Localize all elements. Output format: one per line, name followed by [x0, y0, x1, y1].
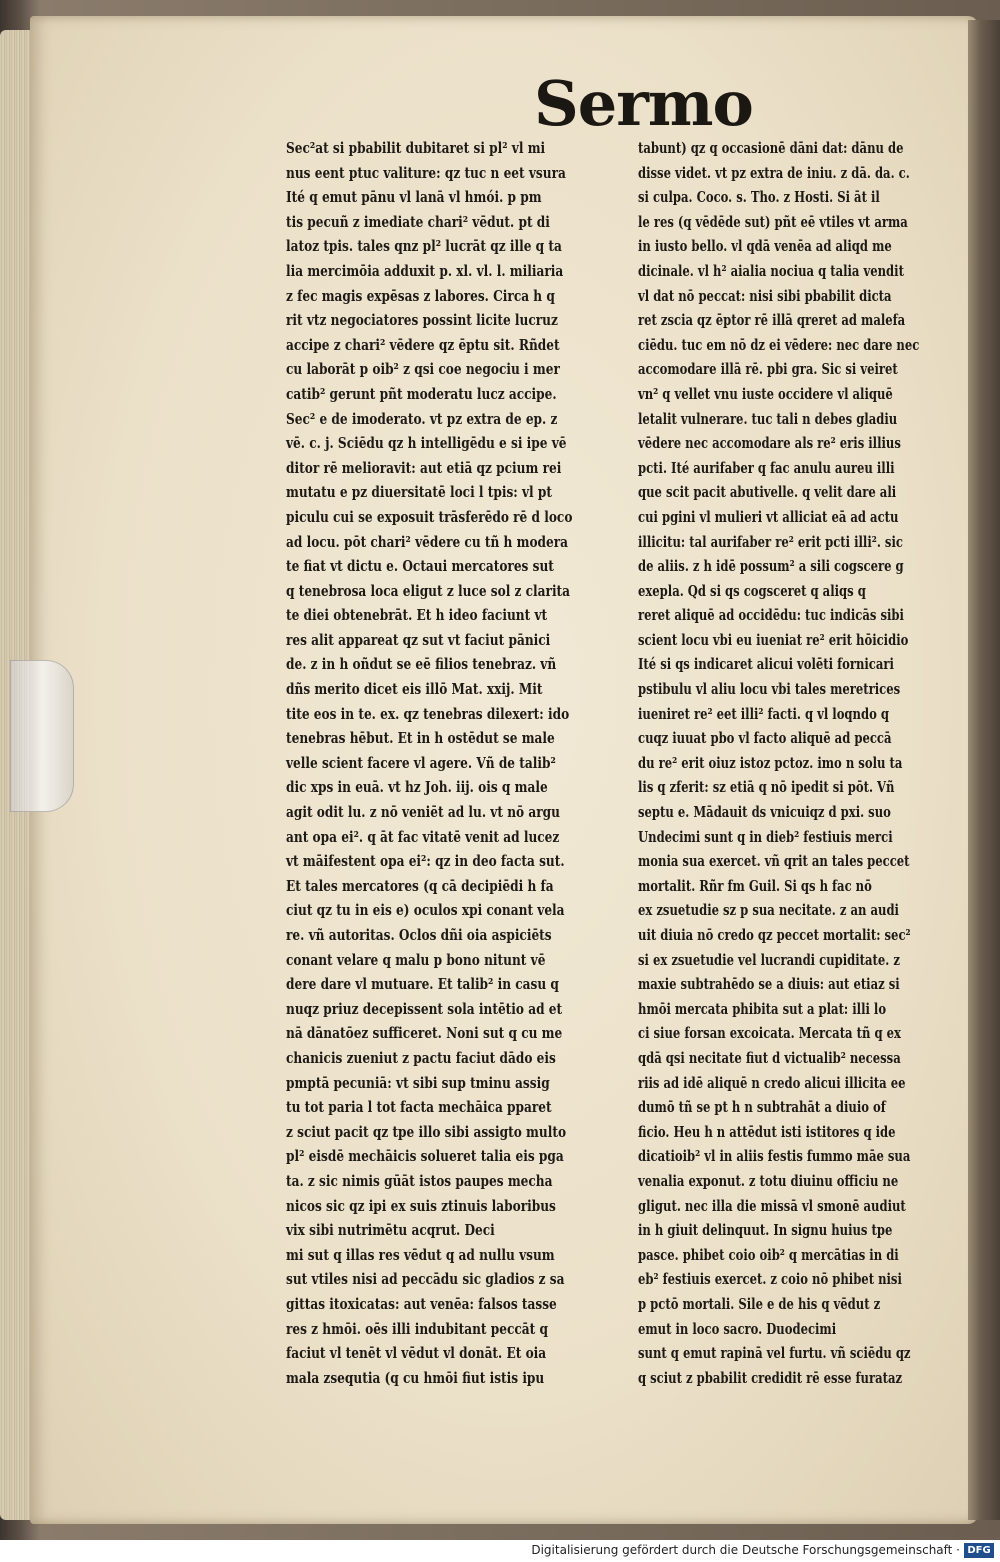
left-column-line: re. vñ autoritas. Oclos dñi oia aspiciēts [286, 926, 552, 944]
left-column-line: pl² eisdē mechāicis solueret talia eis pga [286, 1147, 564, 1166]
right-column-line: dumō tñ se pt h n subtrahāt a diuio of [638, 1098, 886, 1117]
right-column-line: in iusto bello. vl qdā venēa ad aliqd me [638, 237, 892, 256]
right-column-line: pcti. Ité aurifaber q fac anulu aureu illi [638, 458, 895, 477]
left-column-line: mala zsequtia (q cu hmōi fiut istis ipu [286, 1368, 545, 1387]
right-column-line: in h giuit delinquut. In signu huius tpe [638, 1221, 893, 1240]
right-column-line: dicinale. vl h² aialia nociua q talia vendit [638, 261, 904, 280]
right-column-line: eb² festiuis exercet. z coio nō phibet nisi [638, 1270, 902, 1289]
left-column-line: de. z in h oñdut se eē filios tenebraz. vñ [286, 655, 557, 674]
left-column-line: res z hmōi. oēs illi indubitant peccāt q [286, 1319, 548, 1338]
left-column-line: ta. z sic nimis gūāt istos paupes mecha [286, 1171, 553, 1190]
right-column-line: hmōi mercata phibita sut a plat: illi lo [638, 999, 887, 1018]
right-column-line: maxie subtrahēdo se a diuis: aut etiaz si [638, 975, 900, 994]
left-column-line: rit vtz negociatores possint licite lucruz [286, 311, 558, 330]
left-column-line: tis pecuñ z imediate chari² vēdut. pt di [286, 212, 550, 231]
left-column-line: mutatu e pz diuersitatē loci l tpis: vl pt [286, 483, 553, 502]
left-column-line: tu tot paria l tot facta mechāica pparet [286, 1098, 552, 1117]
left-column-line: conant velare q malu p bono nitunt vē [286, 950, 546, 969]
digitization-footer [0, 1540, 1000, 1562]
right-column-line: gligut. nec illa die missā vl smonē audiut [638, 1196, 906, 1215]
right-column-line: iueniret re² eet illi² facti. q vl loqndo q [638, 704, 889, 723]
left-column-line: te fiat vt dictu e. Octaui mercatores sut [286, 557, 554, 576]
right-column-line: si ex zsuetudie vel lucrandi cupiditate. z [638, 950, 900, 969]
right-column-line: du re² erit oiuz istoz pctoz. imo n solu ta [638, 753, 903, 772]
right-column-line: lis q zferit: sz etiā q nō ipedit si pōt. Vñ [638, 778, 895, 797]
left-column-line: catib² gerunt pñt moderatu lucz accipe. [286, 384, 557, 403]
right-column-line: exepla. Qd si qs cogsceret q aliqs q [638, 581, 866, 600]
left-column-line: q tenebrosa loca eligut z luce sol z clarita [286, 581, 571, 600]
left-column-line: mi sut q illas res vēdut q ad nullu vsum [286, 1245, 555, 1264]
left-column-line: agit odit lu. z nō veniēt ad lu. vt nō argu [286, 803, 560, 822]
book-gutter-edge [968, 20, 1000, 1520]
left-column-line: vt māifestent opa ei²: qz in deo facta sut. [286, 852, 565, 871]
left-column-line: piculu cui se exposuit trāsferēdo rē d loco [286, 507, 573, 526]
right-column-line: Undecimi sunt q in dieb² festiuis merci [638, 827, 893, 846]
left-column-line: lia mercimōia adduxit p. xl. vl. l. miliaria [286, 261, 564, 280]
left-column-line: latoz tpis. tales qnz pl² lucrāt qz ille q ta [286, 237, 562, 256]
left-column-line: nicos sic qz ipi ex suis ztinuis laboribus [286, 1196, 556, 1215]
right-column-line: pasce. phibet coio oib² q mercātias in di [638, 1245, 899, 1264]
right-column-line: venalia exponut. z totu diuinu officiu ne [638, 1171, 899, 1190]
left-column-line: nuqz priuz decepissent sola intētio ad et [286, 999, 563, 1018]
right-column-line: de aliis. z h idē possum² a sili cogscere g [638, 557, 904, 576]
left-column-line: dere dare vl mutuare. Et talib² in casu q [286, 975, 559, 994]
right-column-line: reret aliquē ad occidēdu: tuc indicās sibi [638, 606, 904, 625]
left-column-line: accipe z chari² vēdere qz ēptu sit. Rñdet [286, 335, 560, 354]
left-column-line: ad locu. pōt chari² vēdere cu tñ h modera [286, 532, 569, 551]
right-column-line: ci siue forsan excoicata. Mercata tñ q ex [638, 1024, 901, 1043]
left-column-line: nus eent ptuc valiture: qz tuc n eet vsura [286, 163, 566, 182]
left-column-line: ditor rē melioravit: aut etiā qz pcium rei [286, 458, 562, 477]
left-column-line: velle scient facere vl agere. Vñ de talib² [286, 753, 556, 772]
left-column-line: nā dānatōez sufficeret. Noni sut q cu me [286, 1024, 563, 1043]
footer-credit: Digitalisierung gefördert durch die Deutsche Forschungsgemeinschaft · [531, 1543, 960, 1557]
left-column-line: Et tales mercatores (q cā decipiēdi h fa [286, 876, 554, 895]
left-column-line: Sec²at si pbabilit dubitaret si pl² vl mi [286, 139, 546, 157]
left-column-line: z fec magis expēsas z labores. Circa h q [286, 286, 555, 305]
left-column-line: Ité q emut pānu vl lanā vl hmói. p pm [286, 188, 542, 207]
left-column-line: pmptā pecuniā: vt sibi sup tminu assig [286, 1073, 550, 1092]
right-column-line: ficio. Heu h n attēdut isti istitores q ide [638, 1122, 896, 1141]
right-column-line: Ité si qs indicaret alicui volēti fornicari [638, 655, 894, 674]
left-column-line: ciut qz tu in eis e) oculos xpi conant vela [286, 901, 565, 920]
left-column-line: vix sibi nutrimētu acqrut. Deci [286, 1221, 495, 1240]
left-text-column [286, 136, 634, 1390]
left-column-line: sut vtiles nisi ad peccādu sic gladios z sa [286, 1270, 565, 1289]
right-column-line: ciēdu. tuc em nō dz ei vēdere: nec dare nec [638, 335, 920, 354]
left-column-line: chanicis zueniut z pactu faciut dādo eis [286, 1048, 556, 1067]
left-column-line: ant opa ei². q āt fac vitatē venit ad lucez [286, 827, 560, 846]
right-column-line: dicatioib² vl in aliis festis fummo māe sua [638, 1147, 911, 1166]
right-column-line: scient locu vbi eu iueniat re² erit hōicidio [638, 630, 909, 649]
right-column-line: letalit vulnerare. tuc tali n debes gladiu [638, 409, 898, 428]
right-column-line: sunt q emut rapinā vel furtu. vñ sciēdu qz [638, 1344, 911, 1363]
right-column-line: emut in loco sacro. Duodecimi [638, 1319, 837, 1338]
right-column-line: septu e. Mādauit ds vnicuiqz d pxi. suo [638, 803, 891, 822]
left-column-line: vē. c. j. Sciēdu qz h intelligēdu e si ipe vē [286, 434, 567, 453]
right-column-line: mortalit. Rñr fm Guil. Si qs h fac nō [638, 876, 872, 895]
left-column-line: tenebras hēbut. Et in h ostēdut se male [286, 729, 555, 748]
left-column-line: dic xps in euā. vt hz Joh. iij. ois q male [286, 778, 548, 797]
right-column-line: uit diuia nō credo qz peccet mortalit: sec² [638, 926, 911, 944]
right-column-line: le res (q vēdēde sut) pñt eē vtiles vt arma [638, 212, 908, 231]
left-column-line: te diei obtenebrāt. Et h ideo faciunt vt [286, 606, 548, 625]
right-column-line: si culpa. Coco. s. Tho. z Hosti. Si āt il [638, 188, 880, 207]
right-column-line: vēdere nec accomodare als re² eris illius [638, 434, 901, 453]
left-column-line: tite eos in te. ex. qz tenebras dilexert: ido [286, 704, 570, 723]
right-text-column [638, 136, 938, 1390]
right-column-line: riis ad idē aliquē n credo alicui illicita ee [638, 1073, 906, 1092]
left-column-line: gittas itoxicatas: aut venēa: falsos tasse [286, 1294, 557, 1313]
right-column-line: cui pgini vl mulieri vt alliciat eā ad actu [638, 507, 899, 526]
left-column-line: res alit appareat qz sut vt faciut pānici [286, 630, 551, 649]
right-column-line: que scit pacit abutivelle. q velit dare ali [638, 483, 897, 502]
right-column-line: monia sua exercet. vñ qrit an tales peccet [638, 852, 910, 871]
right-column-line: tabunt) qz q occasionē dāni dat: dānu de [638, 139, 904, 157]
right-column-line: cuqz iuuat pbo vl facto aliquē ad peccā [638, 729, 892, 748]
right-column-line: vl dat nō peccat: nisi sibi pbabilit dicta [638, 286, 892, 305]
right-column-line: ex zsuetudie sz p sua necitate. z an audi [638, 901, 899, 920]
right-column-line: ret zscia qz ēptor rē illā qreret ad malefa [638, 311, 906, 330]
left-column-line: faciut vl tenēt vl vēdut vl donāt. Et oia [286, 1344, 547, 1363]
page-clip [10, 660, 74, 812]
right-column-line: qdā qsi necitate fiut d victualib² necessa [638, 1048, 901, 1067]
right-column-line: illicitu: tal aurifaber re² erit pcti illi². sic [638, 532, 903, 551]
left-column-line: dñs merito dicet eis illō Mat. xxij. Mit [286, 680, 543, 699]
right-column-line: disse videt. vt pz extra de iniu. z dā. da. c. [638, 163, 910, 182]
right-column-line: q sciut z pbabilit credidit rē esse furataz [638, 1368, 903, 1387]
right-column-line: p pctō mortali. Sile e de his q vēdut z [638, 1294, 881, 1313]
running-head: Sermo [534, 67, 753, 140]
right-column-line: accomodare illā rē. pbi gra. Sic si veiret [638, 360, 898, 379]
dfg-logo: DFG [964, 1543, 994, 1558]
left-column-line: Sec² e de imoderato. vt pz extra de ep. z [286, 409, 558, 428]
left-column-line: cu laborāt p oib² z qsi coe negociu i mer [286, 360, 560, 379]
right-column-line: vn² q vellet vnu iuste occidere vl aliquē [638, 384, 893, 403]
right-column-line: pstibulu vl aliu locu vbi tales meretrices [638, 680, 901, 699]
left-column-line: z sciut pacit qz tpe illo sibi assigto multo [286, 1122, 567, 1141]
